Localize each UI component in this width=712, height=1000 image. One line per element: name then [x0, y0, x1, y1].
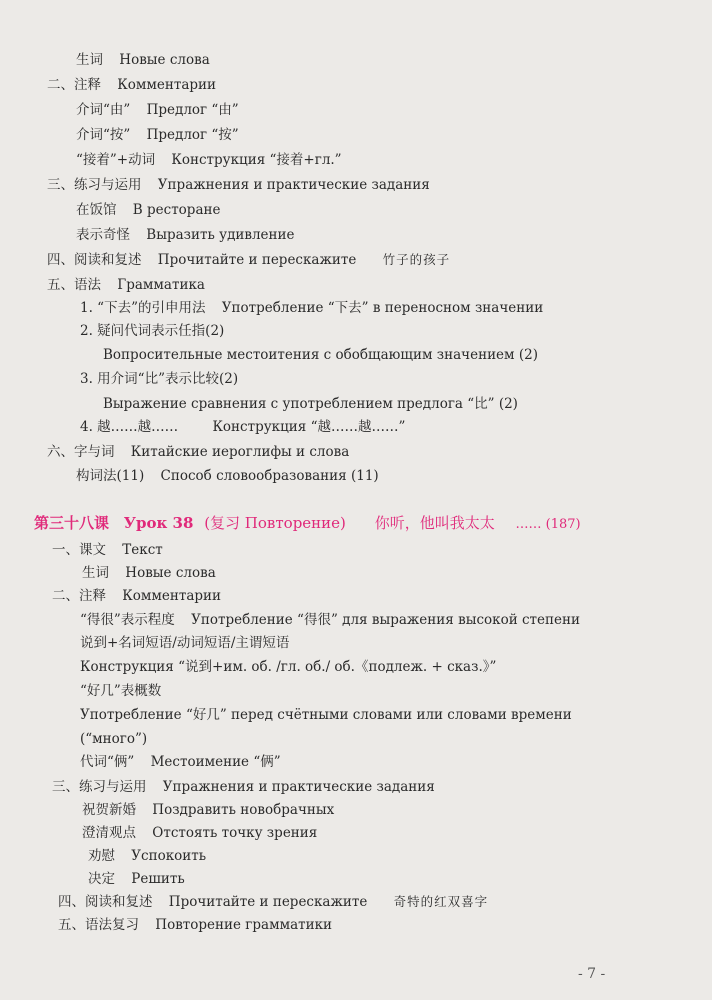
reading-title: 奇特的红双喜字 [393, 894, 489, 909]
toc-line [80, 634, 301, 652]
toc-line [80, 753, 281, 771]
ru-label: Комментарии [117, 77, 217, 93]
ru-label: Выражение сравнения с употреблением предлога “比” (2) [103, 396, 518, 412]
zh-label: “得很”表示程度 [80, 612, 175, 628]
toc-line [80, 322, 236, 340]
toc-section [47, 176, 430, 194]
ru-label: Новые слова [125, 565, 216, 581]
toc-section [58, 916, 332, 934]
ru-label: Местоимение “俩” [150, 754, 281, 770]
toc-line [80, 299, 543, 317]
ru-label: Повторение грамматики [155, 917, 333, 933]
toc-line [76, 201, 220, 219]
zh-label: “好几”表概数 [80, 683, 162, 699]
zh-label: 劝慰 [88, 848, 115, 864]
toc-line [76, 226, 295, 244]
ru-label: Решить [131, 871, 185, 887]
zh-label: 生词 [76, 52, 103, 68]
ru-label: Употребление “下去” в переносном значении [221, 300, 544, 316]
toc-line [103, 395, 518, 413]
zh-label: 三、练习与运用 [47, 177, 142, 193]
zh-label: 代词“俩” [80, 754, 135, 770]
toc-section [47, 251, 450, 269]
toc-line [80, 730, 147, 748]
lesson-title: Урок 38 [123, 514, 194, 532]
toc-line [80, 682, 173, 700]
toc-line [80, 611, 580, 629]
ru-label: Прочитайте и перескажите [168, 894, 368, 910]
zh-label: 一、课文 [52, 542, 106, 558]
zh-label: 3. 用介词“比”表示比较(2) [80, 371, 239, 387]
ru-label: Употребление “好几” перед счётными словами или словами времени [80, 707, 572, 723]
toc-section [47, 443, 349, 461]
ru-label: Грамматика [117, 277, 205, 293]
zh-label: 三、练习与运用 [52, 779, 147, 795]
toc-line [76, 126, 239, 144]
lesson-heading [34, 513, 581, 535]
zh-label: 五、语法 [47, 277, 101, 293]
zh-label: 决定 [88, 871, 115, 887]
zh-label: 在饭馆 [76, 202, 117, 218]
zh-label: 介词“由” [76, 102, 131, 118]
zh-label: 表示奇怪 [76, 227, 130, 243]
zh-label: 构词法(11) [76, 468, 145, 484]
ru-label: Успокоить [131, 848, 207, 864]
zh-label: 介词“按” [76, 127, 131, 143]
zh-label: 1. “下去”的引申用法 [80, 300, 206, 316]
toc-section [47, 276, 205, 294]
zh-label: 说到+名词短语/动词短语/主谓短语 [80, 635, 290, 651]
toc-section [52, 541, 163, 559]
zh-label: 六、字与词 [47, 444, 115, 460]
lesson-subtitle: (复习 Повторение) [204, 514, 346, 532]
ru-label: Китайские иероглифы и слова [130, 444, 350, 460]
ru-label: Конструкция “说到+им. об. /гл. об./ об.《подлеж. + сказ.》” [80, 659, 497, 675]
zh-label: 2. 疑问代词表示任指(2) [80, 323, 225, 339]
toc-line [76, 151, 342, 169]
ru-label: Выразить удивление [146, 227, 295, 243]
ru-label: Употребление “得很” для выражения высокой степени [191, 612, 580, 628]
zh-label: 4. 越……越…… [80, 419, 179, 435]
ru-label: Прочитайте и перескажите [157, 252, 357, 268]
zh-label: “接着”+动词 [76, 152, 156, 168]
ru-label: Текст [122, 542, 163, 558]
ru-label: Вопросительные местоитения с обобщающим значением (2) [103, 347, 538, 363]
zh-label: 生词 [82, 565, 109, 581]
toc-line [80, 418, 405, 436]
zh-label: 四、阅读和复述 [58, 894, 153, 910]
ru-label: В ресторане [132, 202, 221, 218]
zh-label: 五、语法复习 [58, 917, 139, 933]
toc-line [82, 824, 317, 842]
toc-line [76, 101, 239, 119]
zh-label: 二、注释 [47, 77, 101, 93]
toc-section [47, 76, 216, 94]
toc-line [80, 706, 572, 724]
ru-label: Новые слова [119, 52, 210, 68]
toc-line [103, 346, 538, 364]
page-number: - 7 - [578, 966, 606, 982]
ru-label: Комментарии [122, 588, 222, 604]
lesson-title-zh: 你听，他叫我太太 [374, 514, 495, 532]
toc-line [76, 51, 210, 69]
toc-line [82, 801, 334, 819]
toc-line [88, 847, 206, 865]
zh-label: 四、阅读和复述 [47, 252, 142, 268]
ru-label: Упражнения и практические задания [162, 779, 435, 795]
toc-line [80, 658, 496, 676]
ru-label: Конструкция “越……越……” [212, 419, 406, 435]
zh-label: 祝贺新婚 [82, 802, 136, 818]
ru-label: Способ словообразования (11) [160, 468, 379, 484]
ru-label: Предлог “由” [146, 102, 239, 118]
lesson-page-ref: …… (187) [515, 517, 581, 532]
toc-section [58, 893, 488, 911]
lesson-number-zh: 第三十八课 [34, 514, 110, 532]
toc-line [76, 467, 379, 485]
zh-label: 澄清观点 [82, 825, 136, 841]
toc-section [52, 778, 435, 796]
ru-label: Поздравить новобрачных [152, 802, 335, 818]
toc-section [52, 587, 221, 605]
ru-label: (“много”) [80, 731, 148, 747]
ru-label: Отстоять точку зрения [152, 825, 318, 841]
zh-label: 二、注释 [52, 588, 106, 604]
toc-line [82, 564, 216, 582]
reading-title: 竹子的孩子 [382, 252, 451, 267]
toc-line [80, 370, 250, 388]
ru-label: Упражнения и практические задания [157, 177, 430, 193]
ru-label: Предлог “按” [146, 127, 239, 143]
toc-line [88, 870, 185, 888]
ru-label: Конструкция “接着+гл.” [171, 152, 342, 168]
